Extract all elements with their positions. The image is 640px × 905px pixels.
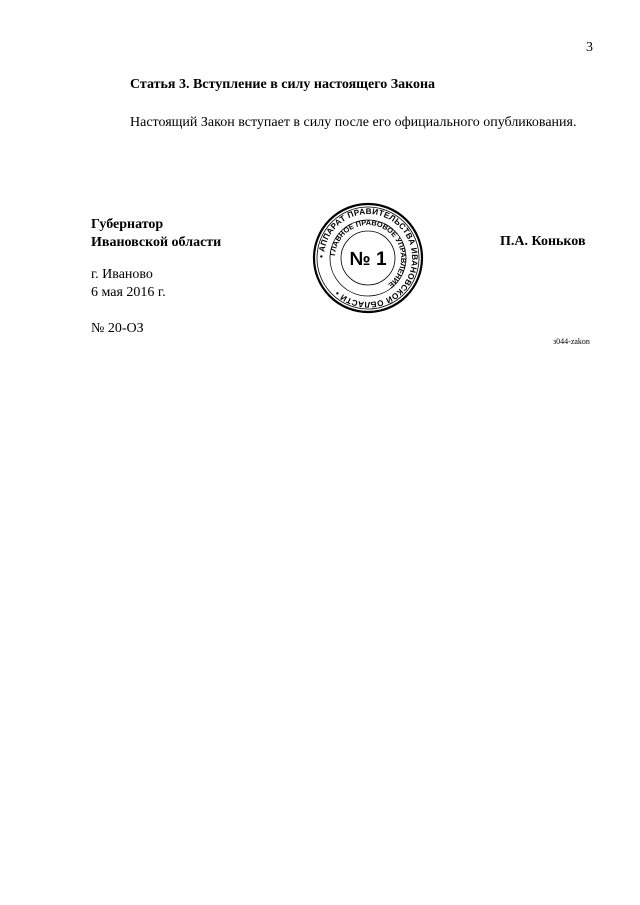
file-code: з044-zakon <box>553 337 590 346</box>
issue-date: 6 мая 2016 г. <box>91 285 166 300</box>
stamp-center-text: № 1 <box>349 249 387 270</box>
issue-place: г. Иваново <box>91 267 153 282</box>
official-stamp-seal <box>312 202 424 314</box>
stamp-inner-text: ГЛАВНОЕ ПРАВОВОЕ УПРАВЛЕНИЕ <box>328 217 409 290</box>
signer-position <box>91 216 221 252</box>
article-heading: Статья 3. Вступление в силу настоящего Закона <box>130 77 436 92</box>
signer-position-line-2: Ивановской области <box>91 235 222 250</box>
article-body: Настоящий Закон вступает в силу после его официального опубликования. <box>130 115 577 130</box>
signer-name: П.А. Коньков <box>500 234 586 249</box>
law-number: № 20-ОЗ <box>91 321 144 336</box>
place-and-date <box>91 266 166 302</box>
signer-position-line-1: Губернатор <box>91 217 164 232</box>
stamp-outer-text: • АППАРАТ ПРАВИТЕЛЬСТВА ИВАНОВСКОЙ ОБЛАСТИ • <box>316 206 420 310</box>
page-number: 3 <box>586 40 593 55</box>
